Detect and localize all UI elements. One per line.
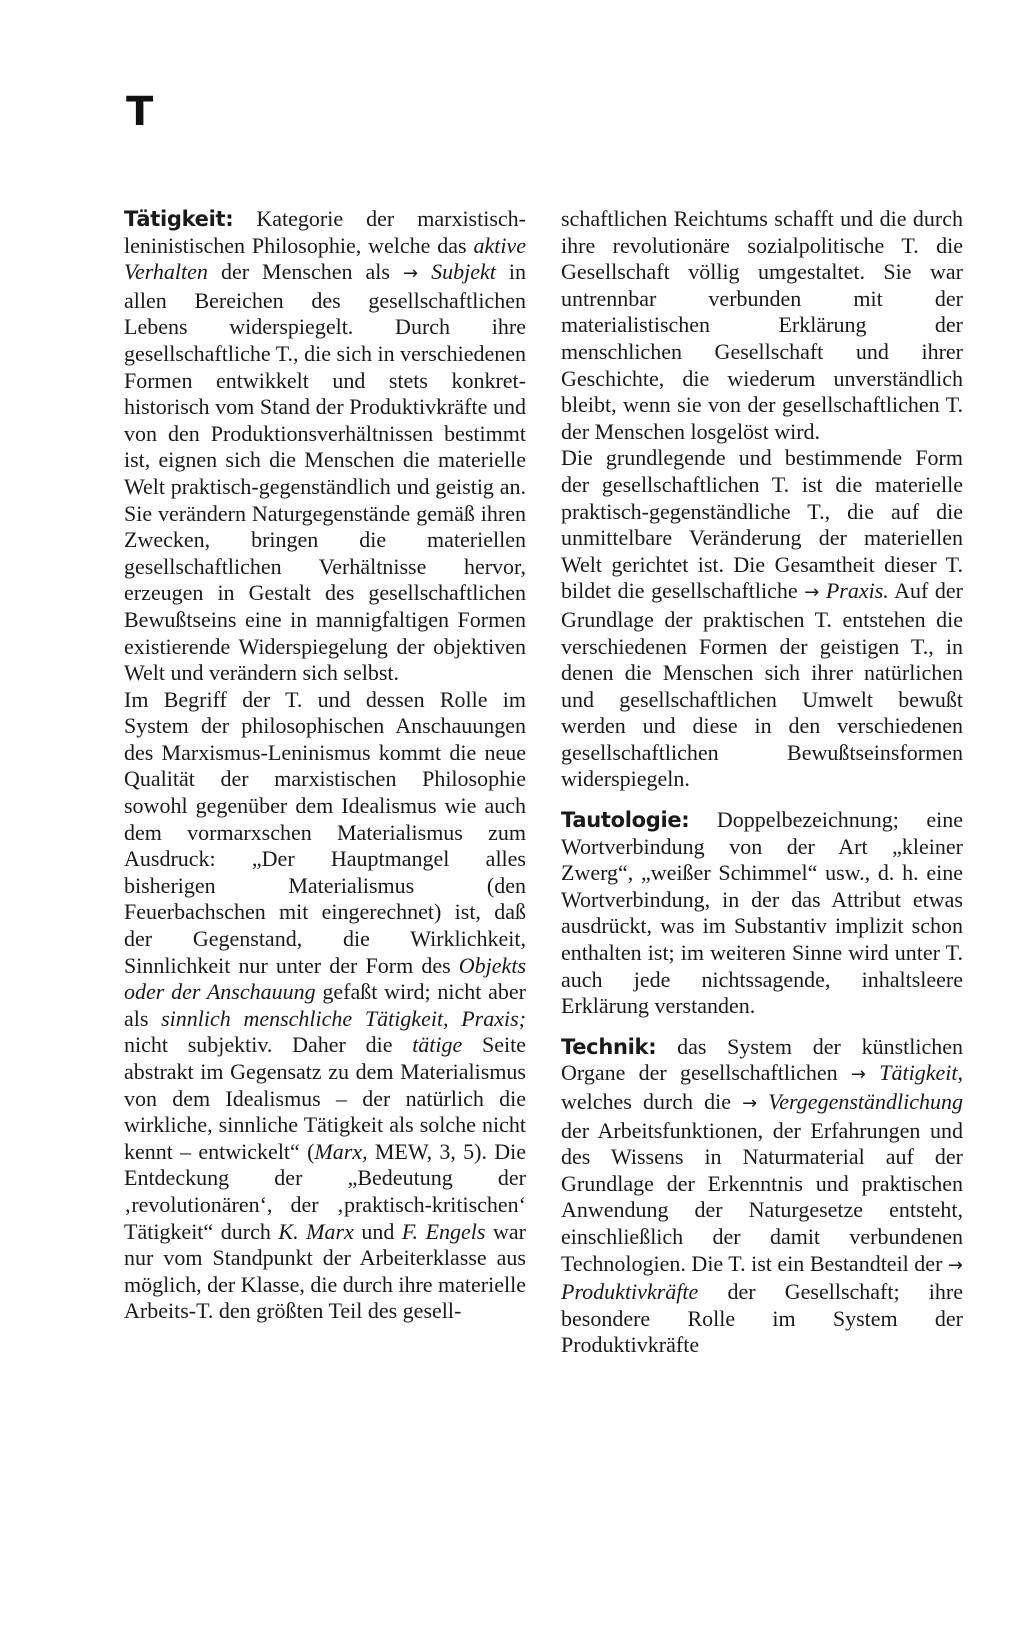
italic-term: aktive Verhalten bbox=[124, 232, 526, 285]
cross-reference-vergegenstaendlichung: Vergegenständlichung bbox=[757, 1089, 963, 1114]
italic-author: K. Marx bbox=[278, 1218, 354, 1244]
italic-term: sinnlich menschliche Tätigkeit, Praxis; bbox=[161, 1005, 526, 1031]
text-segment: war nur vom Standpunkt der Arbeiterklasse aus möglich, der Klasse, die durch ihre materielle Arbeits-T. den größten Teil des gesell- bbox=[124, 1218, 527, 1324]
text-segment: der Gesellschaft; ihre besondere Rolle im System der Produktivkräfte bbox=[561, 1279, 963, 1358]
right-column bbox=[561, 206, 963, 1359]
cross-reference-arrow-icon: → bbox=[804, 582, 820, 604]
entry-paragraph bbox=[124, 687, 526, 1325]
entry-paragraph bbox=[124, 206, 526, 687]
entry-paragraph bbox=[561, 1034, 963, 1359]
cross-reference-arrow-icon: → bbox=[947, 1254, 963, 1276]
cross-reference-arrow-icon: → bbox=[402, 263, 419, 285]
text-segment: Im Begriff der T. und dessen Rolle im System der philosophischen Anschauungen des Marxismus-Leninismus kommt die neue Qualität der marxistischen Philosophie sowohl gegenüber dem Idealismus wie auch dem vormarxschen Materialismus zum Ausdruck: „Der Hauptmangel alles bisherigen Materialismus (den Feuerbachschen mit eingerechnet) ist, daß der Gegenstand, die Wirklichkeit, Sinnlichkeit nur unter der Form des bbox=[124, 686, 526, 978]
headword-tautologie: Tautologie: bbox=[561, 808, 690, 833]
cross-reference-taetigkeit: Tätigkeit, bbox=[865, 1060, 963, 1086]
entry-tautologie bbox=[561, 807, 963, 1020]
italic-author: Marx, bbox=[314, 1138, 368, 1164]
left-column bbox=[124, 206, 526, 1325]
text-segment: der Arbeitsfunktionen, der Erfahrungen und des Wissens in Naturmaterial auf der Grundlage der Erkenntnis und praktischen Anwendung der Naturgesetze entsteht, einschließlich der damit verbundenen Technologien. Die T. ist ein Bestandteil der bbox=[561, 1117, 963, 1276]
italic-term: tätige bbox=[412, 1032, 463, 1058]
entry-taetigkeit-continued bbox=[561, 206, 963, 793]
text-segment: Doppelbezeichnung; eine Wortverbindung von der Art „kleiner Zwerg“, „weißer Schimmel“ usw., d. h. eine Wortverbindung, in der das Attribut etwas ausdrückt, was im Substantiv implizit schon enthalten ist; im weiteren Sinne wird unter T. auch jede nichtssagende, inhaltsleere Erklärung verstanden. bbox=[561, 807, 963, 1019]
text-segment: Die grundlegende und bestimmende Form der gesellschaftlichen T. ist die materielle praktisch-gegenständliche T., die auf die unmittelbare Veränderung der materiellen Welt gerichtet ist. Die Gesamtheit dieser T. bildet die gesellschaftliche bbox=[561, 445, 963, 604]
text-segment: nicht subjektiv. Daher die bbox=[124, 1032, 413, 1058]
cross-reference-arrow-icon: → bbox=[850, 1064, 866, 1086]
cross-reference-arrow-icon: → bbox=[742, 1093, 758, 1114]
entry-paragraph bbox=[561, 445, 963, 793]
cross-reference-produktivkraefte: Produktivkräfte bbox=[561, 1279, 699, 1305]
cross-reference-praxis: Praxis. bbox=[819, 578, 889, 604]
text-segment: in allen Bereichen des gesellschaftlichen Lebens widerspiegelt. Durch ihre gesellschaftliche T., die sich in verschiedenen Formen entwikkelt und stets konkret-historisch vom Stand der Produktivkräfte und von den Produktionsverhältnissen bestimmt ist, eignen sich die Menschen die materielle Welt praktisch-gegenständlich und geistig an. Sie verändern Naturgegenstände gemäß ihren Zwecken, bringen die materiellen gesellschaftlichen Verhältnisse hervor, erzeugen in Gestalt des gesellschaftlichen Bewußtseins eine in mannigfaltigen Formen existierende Widerspiegelung der objektiven Welt und verändern sich selbst. bbox=[124, 259, 526, 686]
entry-technik bbox=[561, 1034, 963, 1359]
entry-paragraph: schaftlichen Reichtums schafft und die durch ihre revolutionäre sozialpolitische T. die Gesellschaft völlig umgestaltet. Sie war untrennbar verbunden mit der materialistischen Erklärung der menschlichen Gesellschaft und ihrer Geschichte, die wiederum unverständlich bleibt, wenn sie von der gesellschaftlichen T. der Menschen losgelöst wird. bbox=[561, 206, 963, 444]
section-letter: T bbox=[126, 89, 154, 135]
entry-paragraph bbox=[561, 807, 963, 1020]
text-segment: Seite abstrakt im Gegensatz zu dem Materialismus von dem Idealismus – der natürlich die wirkliche, sinnliche Tätigkeit als solche nicht kennt – entwickelt“ ( bbox=[124, 1032, 526, 1164]
text-segment: das System der künstlichen Organe der gesellschaftlichen bbox=[561, 1033, 963, 1086]
cross-reference-subjekt: Subjekt bbox=[418, 259, 496, 285]
headword-technik: Technik: bbox=[561, 1034, 657, 1059]
text-segment: und bbox=[353, 1218, 402, 1244]
entry-taetigkeit bbox=[124, 206, 526, 1325]
italic-term: Objekts oder der Anschauung bbox=[124, 952, 526, 1005]
text-segment: der Menschen als bbox=[207, 259, 403, 285]
text-segment: welches durch die bbox=[561, 1089, 743, 1114]
text-segment: MEW, 3, 5). Die Entdeckung der „Bedeutung der ‚revolutionären‘, der ‚praktisch-kritischen‘ Tätigkeit“ durch bbox=[124, 1138, 526, 1244]
text-segment: Kategorie der marxistisch-leninistischen Philosophie, welche das bbox=[124, 206, 526, 258]
italic-author: F. Engels bbox=[401, 1218, 486, 1244]
text-segment: Auf der Grundlage der praktischen T. entstehen die verschiedenen Formen der geistigen T., in denen die Menschen sich ihrer natürlichen und gesellschaftlichen Umwelt bewußt werden und diese in den verschiedenen gesellschaftlichen Bewußtseinsformen widerspiegeln. bbox=[561, 578, 963, 792]
headword-taetigkeit: Tätigkeit: bbox=[124, 207, 234, 231]
text-segment: gefaßt wird; nicht aber als bbox=[124, 979, 526, 1031]
